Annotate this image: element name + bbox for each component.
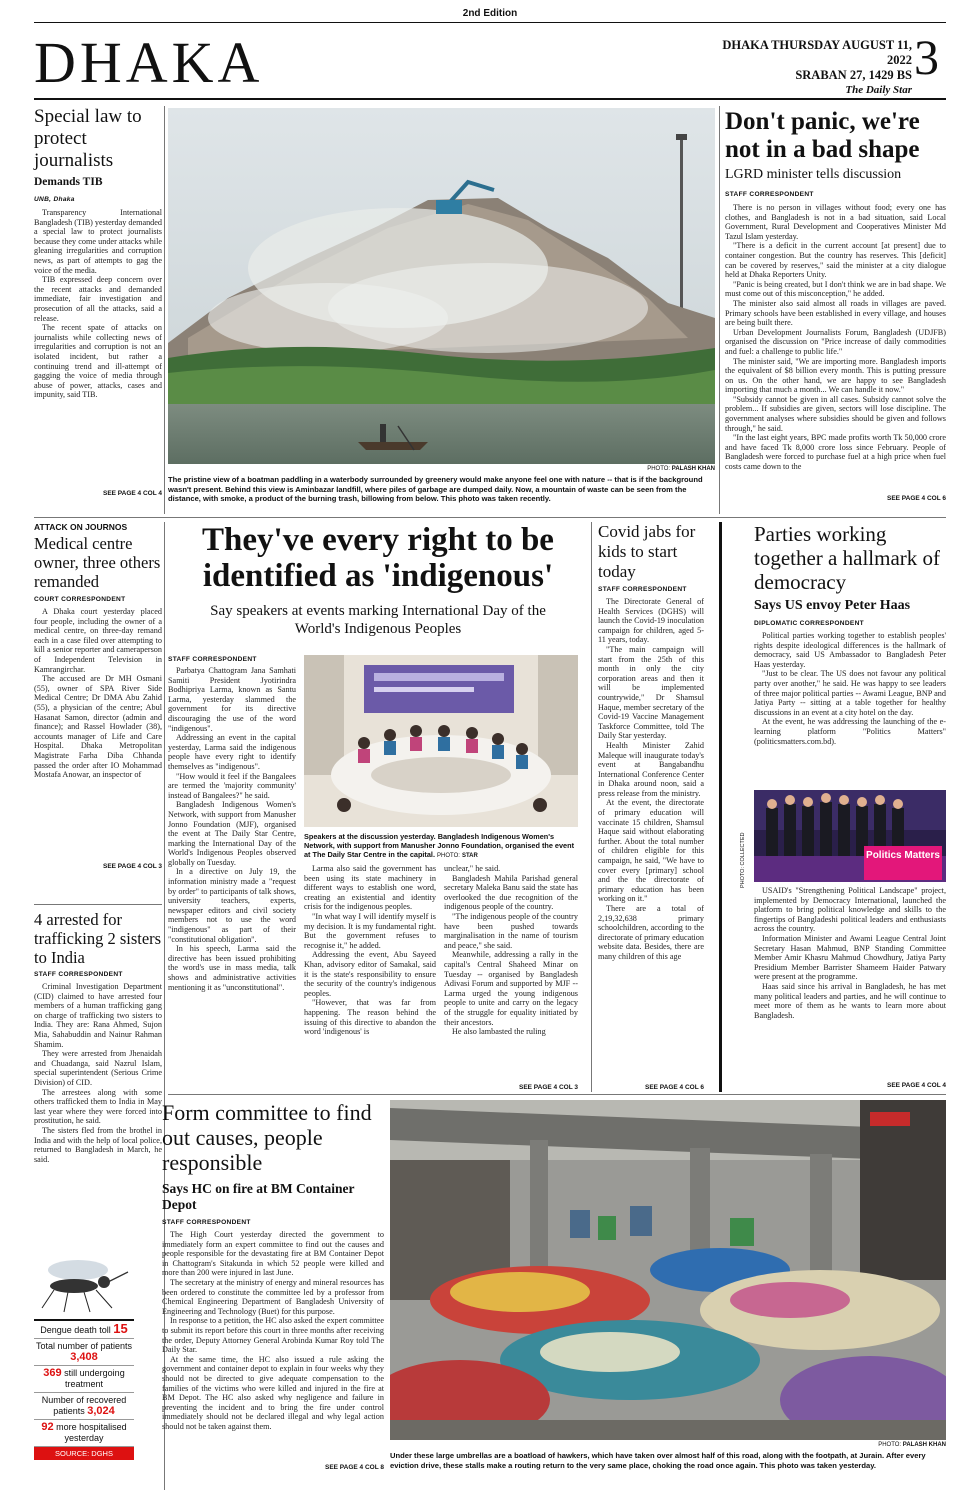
parties-photo-credit: PHOTO: COLLECTED — [740, 832, 746, 888]
parties-photo — [754, 790, 946, 882]
parties-para: Haas said since his arrival in Bangladesh, he has met many political leaders and parties, and he will continue to meet more of them as he wants to learn more about Bangladesh. — [754, 981, 946, 1020]
tib-byline: UNB, Dhaka — [34, 196, 75, 203]
hospitalised-value: 92 — [41, 1421, 54, 1433]
indigenous-para: "However, that was far from happening. The reason behind the issuing of this directive to abandon the word 'indigenous' is — [304, 998, 436, 1037]
trafficking-byline: STAFF CORRESPONDENT — [34, 971, 123, 978]
indigenous-para: In a directive on July 19, the information ministry made a "request by order" to participants of talk shows, university teachers, experts, newspaper editors and civil society members not to use the word "indigenous" as part of their "constitutional obligation". — [168, 867, 296, 944]
indigenous-photo-image — [304, 655, 578, 827]
indigenous-para: Parbatya Chattogram Jana Samhati Samiti President Jyotirindra Bodhipriya Larma, known as Santu Larma, yesterday slammed the government for its directive discouraging the use of the word "indigenous". — [168, 666, 296, 733]
dengue-hospitalised — [34, 1420, 134, 1447]
bmdepot-para: At the same time, the HC also issued a rule asking the government and container depot to explain in four weeks why they should not be directed to give adequate compensation to the families of the victims who were killed and injured in the fire at BM Depot. The HC also asked why negligence and failure in preventing the incident and to bring the fire under control immediately should not be declared illegal and why legal action should not be taken against them. — [162, 1354, 384, 1431]
tib-para: TIB expressed deep concern over the recent attacks and demanded immediate, fair investigation and prosecution of all the attacks, said a release. — [34, 275, 162, 323]
panic-para: "There is a deficit in the current account [at present] due to container congestion. But the country has reserves. This [deficit] can be covered by reserves," said the minister at a city dialogue held at Dhaka Reporters Unity. — [725, 241, 946, 280]
indigenous-article — [168, 522, 588, 638]
panic-para: "Panic is being created, but I don't think we are in bad shape. We must come out of this misconception," he added. — [725, 279, 946, 299]
medical-headline: Medical centre owner, three others remanded — [34, 534, 161, 591]
medical-para: A Dhaka court yesterday placed four people, including the owner of a medical centre, on three-day remand each in a case filed over attempting to kill a senior reporter and cameraperson of Independent Television in Kamrangirchar. — [34, 607, 162, 674]
covid-article — [598, 522, 704, 1065]
column-rule — [164, 106, 165, 514]
treatment-value: 369 — [43, 1367, 62, 1379]
section-divider — [34, 517, 946, 518]
dengue-total — [34, 1339, 134, 1366]
parties-headline: Parties working together a hallmark of democracy — [754, 522, 941, 594]
panic-para: "Subsidy cannot be given in all cases. Subsidy cannot solve the problem... If subsidies are given, sectors will lose discipline. The government analyses where subsidies should be given and follows through," he said. — [725, 394, 946, 433]
dengue-infobox — [34, 1250, 134, 1460]
indigenous-para: Addressing an event in the capital yesterday, Larma said the indigenous people have every right to identify themselves as "indigenous". — [168, 733, 296, 771]
tib-para: Transparency International Bangladesh (TIB) yesterday demanded a special law to protect journalists because they come under attacks while gleaning irregularities and corruption news, as part of attempts to gag the voice of the media. — [34, 208, 162, 275]
death-toll-value: 15 — [113, 1321, 128, 1336]
medical-article — [34, 522, 162, 870]
parties-para: Information Minister and Awami League Central Joint Secretary Hasan Mahmud, BNP Standing Committee Member Amir Khasru Mahmud Chowdhury, Jatiya Party Presidium Member Barrister Shameem Haider Patwary were present at the programme. — [754, 933, 946, 982]
dengue-treatment — [34, 1366, 134, 1393]
indigenous-para: Bangladesh Mahila Parishad general secretary Maleka Banu said the state has overlooked the due recognition of the indigenous people of the country. — [444, 873, 578, 912]
panic-headline: Don't panic, we're not in a bad shape — [725, 108, 920, 163]
indigenous-photo — [304, 655, 578, 827]
trafficking-para: The arrestees along with some others trafficked them to India in May last year where they were forced into prostitution, he said. — [34, 1087, 162, 1126]
panic-article — [725, 108, 946, 502]
landfill-caption: The pristine view of a boatman paddling in a waterbody surrounded by greenery would make anyone feel one with nature -- that is if the background wasn't present. Behind this view is Aminbazar landfill, where piles of garbage are dumped daily. Now, a mountain of waste can be seen from the distance, with smoke, a product of the burning trash, billowing from below. This photo was taken recently. — [168, 475, 703, 503]
column-rule-heavy — [719, 522, 722, 1092]
bmdepot-subhead: Says HC on fire at BM Container Depot — [162, 1181, 355, 1212]
politics-matters-banner: Politics Matters — [866, 850, 940, 861]
page-number: 3 — [914, 29, 939, 85]
hospitalised-label: more hospitalised yesterday — [56, 1422, 127, 1443]
bmdepot-body — [162, 1230, 384, 1458]
covid-para: Health Minister Zahid Maleque will inaugurate today's event at Bangabandhu International Conference Center in Dhaka around noon, said a press release from the ministry. — [598, 740, 704, 798]
indigenous-col3 — [444, 864, 578, 1082]
paper-logo: The Daily Star — [845, 84, 912, 96]
bmdepot-para: The secretary at the ministry of energy and mineral resources has been ordered to constitute the committee led by a professor from Chemical Engineering Department of Bangladesh University of Engineering and Technology (Buet) for this purpose. — [162, 1277, 384, 1316]
column-rule — [591, 522, 592, 1092]
tib-subhead: Demands TIB — [34, 176, 103, 188]
parties-body-1 — [754, 631, 946, 765]
covid-body — [598, 597, 704, 1065]
indigenous-subhead: Say speakers at events marking International Day of the World's Indigenous Peoples — [210, 603, 546, 637]
death-toll-label: Dengue death toll — [40, 1325, 111, 1335]
bmdepot-para: In response to a petition, the HC also asked the expert committee to submit its report before this court in three months after receiving the order, Deputy Attorney General Arobinda Kumar Roy told The Daily Star. — [162, 1316, 384, 1355]
trafficking-para: The sisters fled from the brothel in India and with the help of local police, returned to Bangladesh in March, he said. — [34, 1125, 162, 1164]
panic-para: The minister said, "We are importing more. Bangladesh imports the equivalent of $8 billion every month. This is putting pressure on us. On the other hand, we are happy to see Bangladesh importing that much a month... We can handle it now." — [725, 356, 946, 395]
indigenous-para: "How would it feel if the Bangalees are termed the 'majority community' instead of Bangalees?" he said. — [168, 771, 296, 800]
parties-byline: DIPLOMATIC CORRESPONDENT — [754, 620, 865, 627]
landfill-photo — [168, 108, 715, 464]
bmdepot-article — [162, 1100, 384, 1471]
covid-para: The Directorate General of Health Services (DGHS) will launch the Covid-19 inoculation campaign for children, aged 5-11 years, today. — [598, 597, 704, 645]
panic-continued: SEE PAGE 4 COL 6 — [886, 495, 946, 502]
covid-headline: Covid jabs for kids to start today — [598, 522, 696, 581]
covid-para: At the event, the directorate of primary education will vaccinate 15 children, Shamsul Haque said without elaborating further. About the total number of children eligible for this campaign, he said, "We have to cover every [primary] school and the the directorate of primary education has been working on it." — [598, 798, 704, 904]
parties-article — [754, 522, 946, 765]
tib-continued: SEE PAGE 4 COL 4 — [102, 490, 162, 497]
recovered-value: 3,024 — [87, 1405, 115, 1417]
indigenous-para: Bangladesh Indigenous Women's Network, with support from Manusher Jonno Foundation (MJF), organised the event at The Daily Star Centre, marking the International Day of the World's Indigenous Peoples observed globally on Tuesday. — [168, 800, 296, 867]
covid-para: There are a total of 2,19,32,638 primary schoolchildren, according to the directorate of primary education website data. Besides, there are many children of this age — [598, 904, 704, 961]
bmdepot-continued: SEE PAGE 4 COL 8 — [324, 1464, 384, 1471]
trafficking-headline: 4 arrested for trafficking 2 sisters to India — [34, 910, 162, 967]
medical-para: The accused are Dr MH Osmani (55), owner of SPA River Side Medical Centre; Dr DMA Abu Zahid (55), a physician of the centre; Abul Hasanat Samon, director (admin and finance); and Rassel Howlader (38), accounts manager of Life and Care Hospital. Dhaka Metropolitan Magistrate Farha Diba Chhanda passed the order after IO Mohammad Mostafa Anowar, an inspector of — [34, 674, 162, 780]
indigenous-para: "The indigenous people of the country have been pushed towards marginalisation in the name of tourism and peace," she said. — [444, 911, 578, 950]
jurain-caption: Under these large umbrellas are a boatload of hawkers, which have taken over almost half of this road, along with the footpath, at Jurain. After every eviction drive, these stalls make a routing return to the very same place, choking the road once again. This photo was taken yesterday. — [390, 1451, 926, 1470]
indigenous-credit-label: PHOTO: — [437, 853, 460, 860]
tib-body — [34, 208, 162, 480]
tib-para: The recent spate of attacks on journalists while collecting news of irregularities and corruption is not an isolated incident, but rather a continuing trend and ill-attempt of gagging the voice of media through abuse of power, attacks, cases and impunity, said TIB. — [34, 323, 162, 400]
medical-body — [34, 607, 162, 859]
credit-label: PHOTO: — [878, 1442, 902, 1448]
jurain-photo-credit — [390, 1442, 946, 1448]
bangla-date-line: SRABAN 27, 1429 BS — [795, 68, 912, 82]
trafficking-para: They were arrested from Jhenaidah and Chuadanga, said Nazrul Islam, special superintendent (Serious Crime Division) of CID. — [34, 1049, 162, 1087]
trafficking-body — [34, 982, 162, 1222]
covid-continued: SEE PAGE 4 COL 6 — [644, 1084, 704, 1091]
landfill-photo-image — [168, 108, 715, 464]
trafficking-article — [34, 910, 162, 1222]
date-line: DHAKA THURSDAY AUGUST 11, 2022 — [722, 38, 912, 67]
medical-kicker: ATTACK ON JOURNOS — [34, 522, 128, 532]
indigenous-caption-text: Speakers at the discussion yesterday. Bangladesh Indigenous Women's Network, with support from Manusher Jonno Foundation, organised the event at The Daily Star Centre in the capital. — [304, 832, 574, 860]
parties-para: Political parties working together to establish peoples' rights despite ideological differences is the hallmark of democracy, said US Ambassador to Bangladesh Peter Haas yesterday. — [754, 631, 946, 669]
panic-para: The minister also said almost all roads in villages are paved. Primary schools have been established in every village, and houses are being built there. — [725, 298, 946, 328]
indigenous-para: "In what way I will identify myself is my decision. It is my fundamental right. But the government refuses to recognise it," he added. — [304, 911, 436, 950]
panic-byline: STAFF CORRESPONDENT — [725, 191, 814, 198]
indigenous-para: Addressing the event, Abu Sayeed Khan, advisory editor of Samakal, said it is the state's responsibility to ensure the security of the country's indigenous peoples. — [304, 950, 436, 998]
indigenous-para: Larma also said the government has been using its state machinery in different ways to establish one word, creating an existential and identity crisis for the indigenous peoples. — [304, 864, 436, 912]
panic-subhead: LGRD minister tells discussion — [725, 167, 902, 182]
parties-subhead: Says US envoy Peter Haas — [754, 598, 911, 613]
dengue-stats — [34, 1319, 134, 1460]
total-label: Total number of patients — [35, 1341, 133, 1351]
masthead-top-rule — [34, 22, 946, 23]
parties-photo-image — [754, 790, 946, 882]
medical-continued: SEE PAGE 4 COL 3 — [102, 863, 162, 870]
recovered-label: Number of recovered patients — [41, 1395, 127, 1416]
dengue-source: SOURCE: DGHS — [34, 1447, 134, 1460]
indigenous-col2 — [304, 864, 436, 1082]
medical-byline: COURT CORRESPONDENT — [34, 596, 126, 603]
parties-para: At the event, he was addressing the launching of the e-learning platform "Politics Matters" (politicsmatters.com.bd). — [754, 717, 946, 746]
indigenous-para: Meanwhile, addressing a rally in the capital's Central Shaheed Minar on Tuesday -- organised by Bangladesh Adivasi Forum and supported by MJF -- Larma urged the young indigenous people to unite and carry on the legacy of the struggle for equality initiated by their ancestors. — [444, 950, 578, 1027]
covid-byline: STAFF CORRESPONDENT — [598, 586, 687, 593]
section-divider — [168, 1094, 946, 1095]
divider — [34, 904, 162, 905]
indigenous-headline: They've every right to be identified as 'indigenous' — [202, 522, 554, 594]
bmdepot-headline: Form committee to find out causes, people responsible — [162, 1100, 372, 1175]
indigenous-col1 — [168, 666, 296, 1082]
dengue-death-toll — [34, 1321, 134, 1339]
indigenous-continued: SEE PAGE 4 COL 3 — [518, 1084, 578, 1091]
jurain-photo — [390, 1100, 946, 1440]
parties-body-2 — [754, 886, 946, 1078]
landfill-photo-credit — [168, 466, 715, 472]
bmdepot-byline: STAFF CORRESPONDENT — [162, 1219, 251, 1226]
indigenous-byline: STAFF CORRESPONDENT — [168, 656, 257, 663]
masthead-bottom-rule — [34, 98, 946, 100]
column-rule — [719, 106, 720, 514]
indigenous-credit-name: STAR — [461, 853, 478, 860]
parties-para: USAID's "Strengthening Political Landscape" project, implemented by Democracy International, launched the platform to bring political knowledge and skills to the fingertips of Bangladeshi political leaders and enthusiasts across the country. — [754, 886, 946, 934]
parties-continued: SEE PAGE 4 COL 4 — [886, 1082, 946, 1089]
credit-name: PALASH KHAN — [902, 1442, 946, 1448]
indigenous-para: In his speech, Larma said the directive has been issued prohibiting the word's use in mass media, talk shows and administrative activities mentioning it as "unconstitutional". — [168, 944, 296, 992]
bmdepot-para: The High Court yesterday directed the government to immediately form an expert committee to find out the causes and people responsible for the devastating fire at BM Container Depot in Chattogram's Sitakunda in which 52 people were killed and more than 200 were injured in last June. — [162, 1230, 384, 1278]
panic-para: "In the last eight years, BPC made profits worth Tk 50,000 crore and have faced Tk 8,000 crore loss since February. People of Bangladesh were forced to purchase fuel at a high price when fuel costs came down to the — [725, 433, 946, 472]
treatment-label: still undergoing treatment — [64, 1368, 125, 1389]
indigenous-para: He also lambasted the ruling — [452, 1027, 546, 1037]
total-value: 3,408 — [70, 1351, 98, 1363]
dengue-recovered — [34, 1393, 134, 1420]
indigenous-photo-caption — [304, 832, 578, 862]
section-title: DHAKA — [34, 30, 264, 95]
credit-label: PHOTO: — [647, 466, 671, 472]
tib-headline: Special law to protect journalists — [34, 106, 142, 171]
masthead-dateline — [716, 38, 912, 98]
panic-para: There is no person in villages without food; every one has clothes, and Bangladesh is not in a bad situation, said Local Government, Rural Development and Cooperatives Minister Md Tazul Islam yesterday. — [725, 203, 946, 241]
tib-article — [34, 106, 162, 497]
trafficking-para: Criminal Investigation Department (CID) claimed to have arrested four members of a human trafficking gang on charge of trafficking two sisters to India. They are: Rana Ahmed, Sujon Mia, Sahabuddin and Nainur Rahman Shamim. — [34, 982, 162, 1049]
edition-label: 2nd Edition — [462, 8, 518, 19]
covid-para: "The main campaign will start from the 25th of this month in only the city corporation areas and then it will be implemented countrywide," Dr Shamsul Haque, member secretary of the Covid-19 Vaccine Management Taskforce Committee, told The Daily Star yesterday. — [598, 644, 704, 741]
jurain-photo-image — [390, 1100, 946, 1440]
panic-body — [725, 203, 946, 491]
mosquito-icon — [34, 1250, 134, 1314]
parties-para: "Just to be clear. The US does not favour any political party over another," he said. He was happy to see leaders of three major political parties -- Awami League, BNP and Jatiya Party -- sitting at a table together for healthy discussions in an event at a city hotel on the day. — [754, 669, 946, 717]
indigenous-para: unclear," he said. — [444, 864, 501, 873]
credit-name: PALASH KHAN — [671, 466, 715, 472]
panic-para: Urban Development Journalists Forum, Bangladesh (UDJFB) organised the discussion on "Price increase of daily commodities and fuel: a challenge to public life." — [725, 327, 946, 356]
